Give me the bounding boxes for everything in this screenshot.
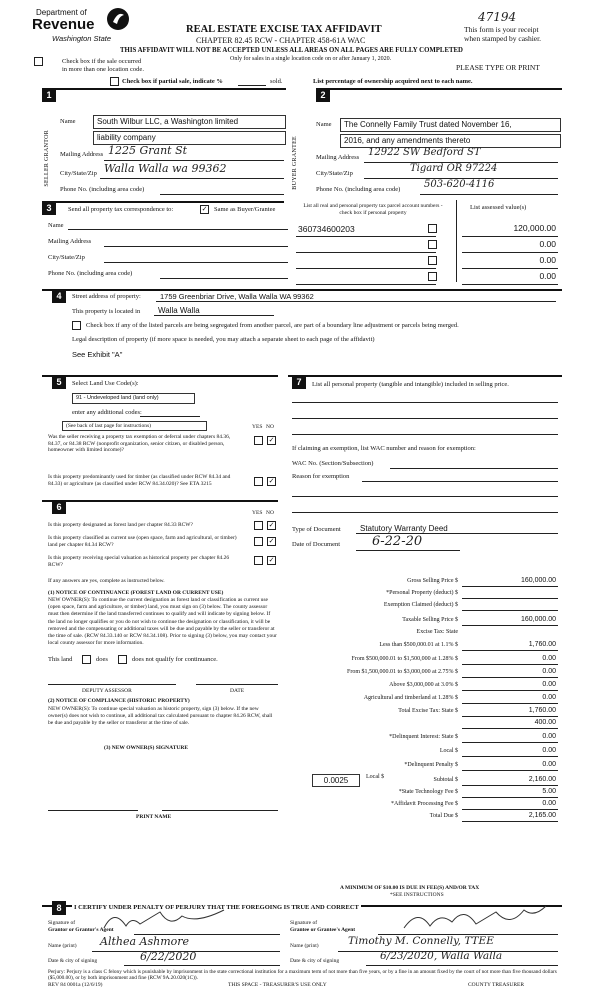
buyer-city[interactable]: Tigard OR 97224 — [410, 163, 498, 174]
tax-row-value[interactable]: 0.00 — [542, 733, 556, 740]
deputy-assessor-label: DEPUTY ASSESSOR — [82, 688, 132, 694]
tax-row-label: Total Due $ — [429, 813, 458, 819]
tax-row-value[interactable]: 0.00 — [542, 655, 556, 662]
tax-row-value[interactable]: 400.00 — [534, 719, 556, 726]
send-correspondence-label: Send all property tax correspondence to: — [68, 206, 174, 213]
notice-continuance-title: (1) NOTICE OF CONTINUANCE (FOREST LAND OR CURRENT USE) — [48, 590, 224, 596]
land-use-select[interactable]: 91 - Undeveloped land (land only) — [72, 393, 195, 404]
parcel-row — [296, 270, 560, 284]
receipt-number: 47194 — [478, 10, 517, 24]
buyer-grantee-label: BUYER GRANTEE — [292, 136, 298, 190]
tax-row-label: *Personal Property (deduct) $ — [386, 590, 458, 596]
list-pct-label: List percentage of ownership acquired next to each name. — [313, 78, 473, 85]
grantor-sig-label-1: Signature of — [48, 920, 76, 926]
tax-row-label: *Affidavit Processing Fee $ — [390, 801, 458, 807]
section-6-number: 6 — [52, 500, 66, 514]
please-type: PLEASE TYPE OR PRINT — [456, 63, 540, 72]
sec3-mailing-label: Mailing Address — [48, 238, 92, 245]
assessed-value[interactable]: 0.00 — [539, 271, 556, 281]
dor-logo — [30, 6, 130, 58]
grantee-signature-icon — [400, 902, 550, 934]
tax-row-label: From $500,000.01 to $1,500,000 at 1.28% $ — [351, 656, 458, 662]
sec5-no: NO — [266, 424, 274, 430]
tax-row-label: From $1,500,000.01 to $3,000,000 at 2.75% $ — [347, 669, 458, 675]
section-2-number: 2 — [316, 88, 330, 102]
q2-yes-checkbox[interactable] — [254, 477, 263, 486]
sec5-yes: YES — [252, 424, 263, 430]
seller-grantor-label: SELLER GRANTOR — [44, 130, 50, 187]
sec5-q1: Was the seller receiving a property tax exemption or deferral under chapters 84.36, 84.37, or 84.38 RCW (nonprofit organization, senior citizen, or disabled person, homeowner with limited income)? — [48, 434, 231, 453]
notice-compliance-text: NEW OWNER(S): To continue special valuation as historic property, sign (3) below. If the new owner(s) does not wish to continue, all additional tax calculated pursuant to chapter 84.26 RCW, shall be due and payable by the seller or transferor at the time of sale. — [48, 706, 273, 727]
minimum-due-note: A MINIMUM OF $10.00 IS DUE IN FEE(S) AND/OR TAX — [340, 885, 480, 891]
grantee-date-label: Date & city of signing — [290, 958, 340, 964]
segregated-label: Check box if any of the listed parcels are being segregated from another parcel, are part of a boundary line adjustment or parcels being merged. — [86, 322, 459, 329]
doc-date[interactable]: 6-22-20 — [372, 534, 423, 549]
parcel-row — [296, 254, 560, 268]
tax-row-label: Above $3,000,000 at 3.0% $ — [389, 682, 458, 688]
grantor-print-name[interactable]: Althea Ashmore — [100, 935, 190, 948]
located-in[interactable]: Walla Walla — [158, 306, 200, 315]
current-use-no-checkbox[interactable]: ✓ — [268, 537, 275, 545]
tax-row-label: Excise Tax: State — [416, 629, 458, 635]
personal-property-checkbox[interactable] — [428, 240, 437, 249]
tax-row-label: *Delinquent Penalty $ — [404, 762, 458, 768]
sec6-no: NO — [266, 510, 274, 516]
county-only-note: Only for sales in a single location code on or after January 1, 2020. — [230, 56, 392, 62]
grantee-name-label: Name (print) — [290, 943, 319, 949]
grantor-date[interactable]: 6/22/2020 — [140, 950, 197, 963]
print-name-label: PRINT NAME — [136, 814, 172, 820]
sec1-name-label: Name — [60, 118, 76, 125]
street-address[interactable]: 1759 Greenbriar Drive, Walla Walla WA 99362 — [160, 292, 314, 301]
parcel-number[interactable]: 360734600203 — [298, 224, 355, 234]
forest-no-checkbox[interactable]: ✓ — [268, 521, 275, 529]
assessed-value[interactable]: 0.00 — [539, 255, 556, 265]
perjury-notice: Perjury: Perjury is a class C felony which is punishable by imprisonment in the state correctional institution for a maximum term of not more than five years, or by a fine in an amount fixed by the court of not more than five thousand dollars ($5,000.00), or by both imprisonment and fine (RCW 9A.20.020(1C)). — [48, 969, 557, 981]
sec5-q2: Is this property predominantly used for timber (as classified under RCW 84.34 and 84.33) or agriculture (as classified under RCW 84.34.020)? See ETA 3215 — [48, 474, 231, 487]
multi-location-label-1: Check box if the sale occurred — [62, 58, 142, 65]
grantee-date[interactable]: 6/23/2020, Walla Walla — [380, 950, 503, 962]
land-use-label: Select Land Use Code(s): — [72, 380, 139, 387]
logo-dept: Department of — [36, 8, 87, 17]
tax-row-value[interactable]: 0.00 — [542, 694, 556, 701]
grantee-sig-label-2: Grantee or Grantee's Agent — [290, 927, 356, 933]
grantee-sig-label-1: Signature of — [290, 920, 318, 926]
treasurer-only: THIS SPACE - TREASURER'S USE ONLY — [228, 982, 327, 988]
exemption-label: If claiming an exemption, list WAC number and reason for exemption: — [292, 445, 476, 452]
buyer-mailing[interactable]: 12922 SW Bedford ST — [368, 147, 481, 158]
personal-property-label: List all personal property (tangible and intangible) included in selling price. — [312, 381, 509, 388]
tax-row-label: Taxable Selling Price $ — [402, 617, 458, 623]
sec3-name-label: Name — [48, 222, 64, 229]
receipt-note-1: This form is your receipt — [464, 25, 539, 34]
sec2-mailing-label: Mailing Address — [316, 154, 360, 161]
personal-property-checkbox[interactable] — [428, 256, 437, 265]
tax-row-label: Exemption Claimed (deduct) $ — [383, 602, 458, 608]
seller-mailing[interactable]: 1225 Grant St — [108, 144, 188, 157]
tax-row-value[interactable]: 1,760.00 — [528, 707, 556, 714]
tax-row-label: Less than $500,000.01 at 1.1% $ — [379, 642, 458, 648]
section-5-number: 5 — [52, 375, 66, 389]
washington-logo-icon — [106, 7, 130, 31]
sec1-city-label: City/State/Zip — [60, 170, 97, 177]
assessed-value[interactable]: 0.00 — [539, 239, 556, 249]
buyer-name-line1[interactable]: The Connelly Family Trust dated November 16, — [340, 118, 561, 132]
sec1-phone-label: Phone No. (including area code) — [60, 186, 145, 193]
sec6-q2: Is this property classified as current use (open space, farm and agricultural, or timber) land per chapter 84.34 RCW? — [48, 535, 237, 548]
doc-date-label: Date of Document — [292, 541, 341, 548]
tax-row-value[interactable]: 0.00 — [542, 800, 556, 807]
tax-row-value[interactable]: 1,760.00 — [528, 641, 556, 648]
section-8-number: 8 — [52, 901, 66, 915]
sec6-q3: Is this property receiving special valuation as historical property per chapter 84.26 RCW? — [48, 555, 230, 568]
partial-sale-checkbox[interactable] — [110, 77, 119, 86]
sec2-name-label: Name — [316, 121, 332, 128]
tax-row-label: Subtotal $ — [433, 777, 458, 783]
buyer-phone[interactable]: 503-620-4116 — [424, 179, 495, 190]
tax-row-value[interactable]: 2,160.00 — [528, 776, 556, 783]
multi-location-label-2: in more than one location code. — [62, 66, 144, 73]
seller-name-line2[interactable]: liability company — [93, 131, 286, 145]
seller-city[interactable]: Walla Walla wa 99362 — [104, 162, 227, 175]
parcel-row — [296, 238, 560, 252]
form-title: REAL ESTATE EXCISE TAX AFFIDAVIT — [186, 24, 382, 35]
notice-continuance-text: NEW OWNER(S): To continue the current designation as forest land or classification as current use (open space, farm and agriculture, or timber) land, you must sign on (3) below. The county assessor must then determine if the land transferred continues to qualify and will indicate by signing below. If the land no longer qualifies or you do not wish to continue the designation or classification, it will be removed and the compensating or additional taxes will be due and payable by the seller or transferor at the time of sale. (RCW 84.33.140 or RCW 84.34.108). Prior to signing (3) below, you may contact your local county assessor for more information. — [48, 597, 277, 647]
certify-statement: I CERTIFY UNDER PENALTY OF PERJURY THAT THE FOREGOING IS TRUE AND CORRECT — [74, 904, 359, 911]
tax-row-label: *Delinquent Interest: State $ — [389, 734, 458, 740]
tax-row-value[interactable]: 160,000.00 — [520, 577, 556, 584]
tax-row-label: Local $ — [439, 748, 458, 754]
parcel-header: List all real and personal property tax parcel account numbers - check box if personal property — [303, 203, 443, 216]
tax-row-value[interactable]: 0.00 — [542, 747, 556, 754]
doc-type-label: Type of Document — [292, 526, 341, 533]
assessed-value[interactable]: 120,000.00 — [513, 223, 556, 233]
form-warning: THIS AFFIDAVIT WILL NOT BE ACCEPTED UNLESS ALL AREAS ON ALL PAGES ARE FULLY COMPLETED — [120, 47, 463, 54]
historic-yes-checkbox[interactable] — [254, 556, 263, 565]
form-chapter: CHAPTER 82.45 RCW - CHAPTER 458-61A WAC — [196, 36, 366, 45]
tax-row-value[interactable]: 2,165.00 — [528, 812, 556, 819]
additional-codes-label: enter any additional codes: — [72, 409, 142, 416]
wac-label: WAC No. (Section/Subsection) — [292, 460, 374, 467]
notice-compliance-title: (2) NOTICE OF COMPLIANCE (HISTORIC PROPERTY) — [48, 698, 190, 704]
tax-row-label: *State Technology Fee $ — [398, 789, 458, 795]
new-owner-signature-title: (3) NEW OWNER(S) SIGNATURE — [104, 745, 188, 751]
tax-row-label: Gross Selling Price $ — [407, 578, 458, 584]
assessed-header: List assessed value(s) — [470, 204, 527, 211]
sec1-mailing-label: Mailing Address — [60, 151, 104, 158]
sec3-phone-label: Phone No. (including area code) — [48, 270, 133, 277]
this-land-label: This land — [48, 656, 73, 663]
tax-row-value[interactable]: 5.00 — [542, 788, 556, 795]
see-back-note: (See back of last page for instructions) — [62, 421, 207, 431]
if-any-yes: If any answers are yes, complete as instructed below. — [48, 578, 165, 584]
q1-no-checkbox[interactable]: ✓ — [268, 436, 275, 444]
forest-yes-checkbox[interactable] — [254, 521, 263, 530]
buyer-name-line2[interactable]: 2016, and any amendments thereto — [340, 134, 561, 148]
sec6-yes: YES — [252, 510, 263, 516]
sec3-city-label: City/State/Zip — [48, 254, 85, 261]
current-use-yes-checkbox[interactable] — [254, 537, 263, 546]
logo-revenue: Revenue — [32, 16, 95, 33]
sec2-phone-label: Phone No. (including area code) — [316, 186, 401, 193]
sold-label: sold. — [270, 78, 283, 85]
sec6-q1: Is this property designated as forest land per chapter 84.33 RCW? — [48, 522, 193, 528]
sec2-city-label: City/State/Zip — [316, 170, 353, 177]
section-3-number: 3 — [42, 201, 56, 215]
partial-sale-label: Check box if partial sale, indicate % — [122, 78, 223, 85]
grantor-sig-label-2: Grantor or Grantor's Agent — [48, 927, 114, 933]
legal-description[interactable]: See Exhibit "A" — [72, 350, 123, 359]
personal-property-checkbox[interactable] — [428, 272, 437, 281]
tax-row-value[interactable]: 0.00 — [542, 681, 556, 688]
does-not-checkbox[interactable] — [118, 655, 127, 664]
same-as-buyer-checkbox[interactable]: ✓ — [201, 205, 208, 213]
legal-description-label: Legal description of property (if more space is needed, you may attach a separate sheet to each page of the affidavit) — [72, 336, 375, 343]
local-rate[interactable]: 0.0025 — [312, 774, 360, 787]
historic-no-checkbox[interactable]: ✓ — [268, 556, 275, 564]
tax-row-label: Agricultural and timberland at 1.28% $ — [363, 695, 458, 701]
logo-state: Washington State — [52, 34, 112, 43]
grantee-print-name[interactable]: Timothy M. Connelly, TTEE — [348, 935, 494, 947]
assessor-date-label: DATE — [230, 688, 245, 694]
same-as-buyer-label: Same as Buyer/Grantee — [214, 206, 276, 213]
grantor-date-label: Date & city of signing — [48, 958, 98, 964]
tax-row-value[interactable]: 0.00 — [542, 761, 556, 768]
segregated-checkbox[interactable] — [72, 321, 81, 330]
section-4-number: 4 — [52, 289, 66, 303]
grantor-signature-icon — [100, 904, 230, 934]
seller-name-line1[interactable]: South Wilbur LLC, a Washington limited — [93, 115, 286, 129]
section-7-number: 7 — [292, 375, 306, 389]
tax-row-value[interactable]: 0.00 — [542, 668, 556, 675]
does-checkbox[interactable] — [82, 655, 91, 664]
does-label: does — [96, 656, 108, 663]
see-instructions: *SEE INSTRUCTIONS — [390, 892, 444, 898]
tax-row-label: Local $ — [366, 774, 385, 780]
grantor-name-label: Name (print) — [48, 943, 77, 949]
q1-yes-checkbox[interactable] — [254, 436, 263, 445]
street-label: Street address of property: — [72, 293, 141, 300]
county-treasurer: COUNTY TREASURER — [468, 982, 525, 988]
located-label: This property is located in — [72, 308, 141, 315]
tax-row-label: Total Excise Tax: State $ — [398, 708, 458, 714]
personal-property-checkbox[interactable] — [428, 224, 437, 233]
form-revision: REV 84 0001a (12/6/19) — [48, 982, 103, 988]
parcel-row — [296, 222, 560, 236]
doc-type[interactable]: Statutory Warranty Deed — [360, 524, 448, 533]
tax-row-value[interactable]: 160,000.00 — [520, 616, 556, 623]
section-1-number: 1 — [42, 88, 56, 102]
does-not-label: does not qualify for continuance. — [132, 656, 218, 663]
receipt-note-2: when stamped by cashier. — [464, 34, 542, 43]
multi-location-checkbox[interactable] — [34, 57, 43, 66]
reason-label: Reason for exemption — [292, 473, 350, 480]
q2-no-checkbox[interactable]: ✓ — [268, 477, 275, 485]
